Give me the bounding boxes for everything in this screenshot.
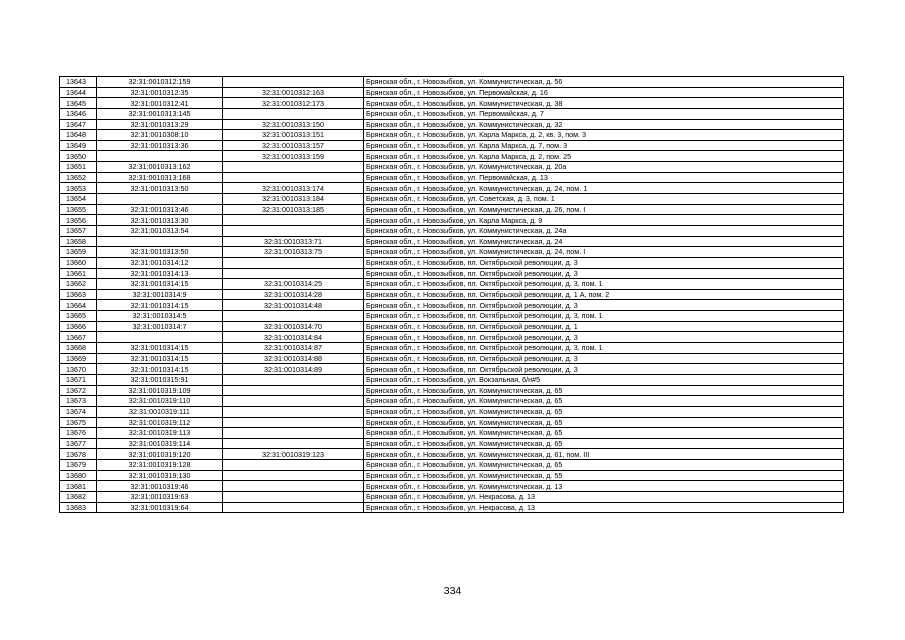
cadastral-number-cell: 32:31:0010314:15 (97, 343, 223, 354)
address-cell: Брянская обл., г. Новозыбков, пл. Октябрьской революции, д. 3 (364, 268, 844, 279)
address-cell: Брянская обл., г. Новозыбков, ул. Коммунистическая, д. 65 (364, 406, 844, 417)
cadastral-number-cell: 32:31:0010314:15 (97, 300, 223, 311)
row-number-cell: 13657 (60, 225, 97, 236)
row-number-cell: 13654 (60, 194, 97, 205)
table-row (60, 215, 844, 226)
address-cell: Брянская обл., г. Новозыбков, ул. Коммунистическая, д. 24, пом. 1 (364, 183, 844, 194)
address-cell: Брянская обл., г. Новозыбков, пл. Октябрьской революции, д. 3 (364, 300, 844, 311)
cadastral-number-cell: 32:31:0010313:145 (97, 108, 223, 119)
related-cadastral-number-cell: 32:31:0010314:70 (223, 321, 364, 332)
table-row (60, 140, 844, 151)
address-cell: Брянская обл., г. Новозыбков, ул. Коммунистическая, д. 13 (364, 481, 844, 492)
address-cell: Брянская обл., г. Новозыбков, пл. Октябрьской революции, д. 3 (364, 257, 844, 268)
related-cadastral-number-cell (223, 491, 364, 502)
table-row (60, 311, 844, 322)
table-row (60, 77, 844, 88)
row-number-cell: 13643 (60, 77, 97, 88)
related-cadastral-number-cell (223, 502, 364, 513)
row-number-cell: 13678 (60, 449, 97, 460)
row-number-cell: 13666 (60, 321, 97, 332)
related-cadastral-number-cell (223, 311, 364, 322)
address-cell: Брянская обл., г. Новозыбков, ул. Первомайская, д. 7 (364, 108, 844, 119)
row-number-cell: 13644 (60, 87, 97, 98)
related-cadastral-number-cell: 32:31:0010314:28 (223, 289, 364, 300)
row-number-cell: 13658 (60, 236, 97, 247)
table-row (60, 406, 844, 417)
related-cadastral-number-cell (223, 268, 364, 279)
related-cadastral-number-cell: 32:31:0010314:48 (223, 300, 364, 311)
table-row (60, 87, 844, 98)
row-number-cell: 13649 (60, 140, 97, 151)
cadastral-number-cell: 32:31:0010319:46 (97, 481, 223, 492)
cadastral-number-cell: 32:31:0010314:15 (97, 364, 223, 375)
row-number-cell: 13661 (60, 268, 97, 279)
row-number-cell: 13674 (60, 406, 97, 417)
table-row (60, 343, 844, 354)
row-number-cell: 13653 (60, 183, 97, 194)
cadastral-number-cell: 32:31:0010319:109 (97, 385, 223, 396)
related-cadastral-number-cell: 32:31:0010313:185 (223, 204, 364, 215)
address-cell: Брянская обл., г. Новозыбков, ул. Коммунистическая, д. 65 (364, 428, 844, 439)
cadastral-table (59, 76, 844, 513)
related-cadastral-number-cell: 32:31:0010319:123 (223, 449, 364, 460)
cadastral-number-cell: 32:31:0010313:29 (97, 119, 223, 130)
related-cadastral-number-cell: 32:31:0010313:159 (223, 151, 364, 162)
table-row (60, 268, 844, 279)
table-row (60, 481, 844, 492)
row-number-cell: 13682 (60, 491, 97, 502)
address-cell: Брянская обл., г. Новозыбков, ул. Коммунистическая, д. 20а (364, 162, 844, 173)
related-cadastral-number-cell: 32:31:0010312:173 (223, 98, 364, 109)
row-number-cell: 13652 (60, 172, 97, 183)
address-cell: Брянская обл., г. Новозыбков, ул. Коммунистическая, д. 55 (364, 470, 844, 481)
related-cadastral-number-cell (223, 385, 364, 396)
table-row (60, 130, 844, 141)
related-cadastral-number-cell: 32:31:0010313:75 (223, 247, 364, 258)
table-row (60, 374, 844, 385)
cadastral-number-cell: 32:31:0010313:168 (97, 172, 223, 183)
cadastral-number-cell: 32:31:0010319:63 (97, 491, 223, 502)
row-number-cell: 13651 (60, 162, 97, 173)
related-cadastral-number-cell (223, 481, 364, 492)
related-cadastral-number-cell (223, 470, 364, 481)
cadastral-number-cell: 32:31:0010314:12 (97, 257, 223, 268)
row-number-cell: 13670 (60, 364, 97, 375)
table-row (60, 438, 844, 449)
address-cell: Брянская обл., г. Новозыбков, пл. Октябрьской революции, д. 3, пом. 1 (364, 343, 844, 354)
row-number-cell: 13650 (60, 151, 97, 162)
table-row (60, 247, 844, 258)
cadastral-number-cell: 32:31:0010313:36 (97, 140, 223, 151)
table-row (60, 364, 844, 375)
related-cadastral-number-cell: 32:31:0010314:89 (223, 364, 364, 375)
address-cell: Брянская обл., г. Новозыбков, ул. Первомайская, д. 13 (364, 172, 844, 183)
address-cell: Брянская обл., г. Новозыбков, ул. Коммунистическая, д. 56 (364, 77, 844, 88)
row-number-cell: 13656 (60, 215, 97, 226)
related-cadastral-number-cell: 32:31:0010314:84 (223, 332, 364, 343)
cadastral-number-cell: 32:31:0010308:10 (97, 130, 223, 141)
related-cadastral-number-cell (223, 417, 364, 428)
cadastral-number-cell: 32:31:0010313:46 (97, 204, 223, 215)
address-cell: Брянская обл., г. Новозыбков, ул. Коммунистическая, д. 65 (364, 438, 844, 449)
cadastral-number-cell (97, 194, 223, 205)
cadastral-number-cell: 32:31:0010314:15 (97, 353, 223, 364)
cadastral-number-cell: 32:31:0010314:5 (97, 311, 223, 322)
row-number-cell: 13648 (60, 130, 97, 141)
related-cadastral-number-cell (223, 225, 364, 236)
table-row (60, 204, 844, 215)
address-cell: Брянская обл., г. Новозыбков, ул. Коммунистическая, д. 24а (364, 225, 844, 236)
row-number-cell: 13665 (60, 311, 97, 322)
related-cadastral-number-cell (223, 108, 364, 119)
table-row (60, 385, 844, 396)
address-cell: Брянская обл., г. Новозыбков, пл. Октябрьской революции, д. 1 (364, 321, 844, 332)
cadastral-number-cell: 32:31:0010312:41 (97, 98, 223, 109)
cadastral-number-cell: 32:31:0010319:114 (97, 438, 223, 449)
address-cell: Брянская обл., г. Новозыбков, пл. Октябрьской революции, д. 3 (364, 353, 844, 364)
table-row (60, 172, 844, 183)
table-row (60, 162, 844, 173)
cadastral-number-cell: 32:31:0010319:120 (97, 449, 223, 460)
table-row (60, 449, 844, 460)
related-cadastral-number-cell: 32:31:0010312:163 (223, 87, 364, 98)
cadastral-number-cell: 32:31:0010319:128 (97, 460, 223, 471)
row-number-cell: 13663 (60, 289, 97, 300)
row-number-cell: 13646 (60, 108, 97, 119)
address-cell: Брянская обл., г. Новозыбков, ул. Карла Маркса, д. 2, пом. 25 (364, 151, 844, 162)
row-number-cell: 13676 (60, 428, 97, 439)
related-cadastral-number-cell: 32:31:0010313:157 (223, 140, 364, 151)
table-row (60, 332, 844, 343)
row-number-cell: 13655 (60, 204, 97, 215)
table-row (60, 321, 844, 332)
table-row (60, 279, 844, 290)
table-row (60, 353, 844, 364)
row-number-cell: 13683 (60, 502, 97, 513)
address-cell: Брянская обл., г. Новозыбков, ул. Коммунистическая, д. 32 (364, 119, 844, 130)
related-cadastral-number-cell (223, 396, 364, 407)
address-cell: Брянская обл., г. Новозыбков, ул. Некрасова, д. 13 (364, 502, 844, 513)
page-number: 334 (443, 585, 462, 597)
cadastral-number-cell (97, 236, 223, 247)
address-cell: Брянская обл., г. Новозыбков, ул. Коммунистическая, д. 24, пом. I (364, 247, 844, 258)
cadastral-number-cell: 32:31:0010315:91 (97, 374, 223, 385)
related-cadastral-number-cell: 32:31:0010313:174 (223, 183, 364, 194)
row-number-cell: 13668 (60, 343, 97, 354)
row-number-cell: 13647 (60, 119, 97, 130)
table-row (60, 289, 844, 300)
table-row (60, 98, 844, 109)
address-cell: Брянская обл., г. Новозыбков, ул. Коммунистическая, д. 65 (364, 460, 844, 471)
related-cadastral-number-cell: 32:31:0010313:71 (223, 236, 364, 247)
related-cadastral-number-cell (223, 257, 364, 268)
related-cadastral-number-cell (223, 172, 364, 183)
row-number-cell: 13679 (60, 460, 97, 471)
row-number-cell: 13681 (60, 481, 97, 492)
table-row (60, 470, 844, 481)
row-number-cell: 13672 (60, 385, 97, 396)
cadastral-number-cell: 32:31:0010313:50 (97, 247, 223, 258)
row-number-cell: 13673 (60, 396, 97, 407)
related-cadastral-number-cell (223, 406, 364, 417)
address-cell: Брянская обл., г. Новозыбков, ул. Карла Маркса, д. 2, кв. 3, пом. 3 (364, 130, 844, 141)
row-number-cell: 13664 (60, 300, 97, 311)
table-row (60, 460, 844, 471)
table-row (60, 396, 844, 407)
cadastral-number-cell: 32:31:0010319:130 (97, 470, 223, 481)
address-cell: Брянская обл., г. Новозыбков, ул. Карла Маркса, д. 9 (364, 215, 844, 226)
row-number-cell: 13675 (60, 417, 97, 428)
row-number-cell: 13667 (60, 332, 97, 343)
row-number-cell: 13669 (60, 353, 97, 364)
table-row (60, 108, 844, 119)
address-cell: Брянская обл., г. Новозыбков, ул. Коммунистическая, д. 26, пом. I (364, 204, 844, 215)
row-number-cell: 13645 (60, 98, 97, 109)
table-row (60, 428, 844, 439)
table-row (60, 502, 844, 513)
related-cadastral-number-cell: 32:31:0010314:87 (223, 343, 364, 354)
address-cell: Брянская обл., г. Новозыбков, ул. Коммунистическая, д. 24 (364, 236, 844, 247)
row-number-cell: 13660 (60, 257, 97, 268)
related-cadastral-number-cell (223, 460, 364, 471)
cadastral-number-cell (97, 332, 223, 343)
table-row (60, 300, 844, 311)
cadastral-number-cell: 32:31:0010314:9 (97, 289, 223, 300)
table-row (60, 151, 844, 162)
cadastral-number-cell: 32:31:0010313:30 (97, 215, 223, 226)
cadastral-number-cell: 32:31:0010313:54 (97, 225, 223, 236)
table-row (60, 225, 844, 236)
related-cadastral-number-cell (223, 77, 364, 88)
address-cell: Брянская обл., г. Новозыбков, ул. Коммунистическая, д. 65 (364, 385, 844, 396)
row-number-cell: 13662 (60, 279, 97, 290)
related-cadastral-number-cell (223, 162, 364, 173)
table-row (60, 257, 844, 268)
cadastral-number-cell: 32:31:0010314:7 (97, 321, 223, 332)
table-row (60, 183, 844, 194)
address-cell: Брянская обл., г. Новозыбков, ул. Коммунистическая, д. 65 (364, 417, 844, 428)
row-number-cell: 13659 (60, 247, 97, 258)
cadastral-number-cell (97, 151, 223, 162)
cadastral-table-body (60, 77, 844, 513)
address-cell: Брянская обл., г. Новозыбков, ул. Коммунистическая, д. 65 (364, 396, 844, 407)
address-cell: Брянская обл., г. Новозыбков, пл. Октябрьской революции, д. 3, пом. 1 (364, 279, 844, 290)
related-cadastral-number-cell (223, 215, 364, 226)
row-number-cell: 13677 (60, 438, 97, 449)
address-cell: Брянская обл., г. Новозыбков, ул. Коммунистическая, д. 61, пом. III (364, 449, 844, 460)
address-cell: Брянская обл., г. Новозыбков, пл. Октябрьской революции, д. 3 (364, 332, 844, 343)
row-number-cell: 13680 (60, 470, 97, 481)
table-row (60, 417, 844, 428)
address-cell: Брянская обл., г. Новозыбков, пл. Октябрьской революции, д. 3 (364, 364, 844, 375)
address-cell: Брянская обл., г. Новозыбков, пл. Октябрьской революции, д. 3, пом. 1 (364, 311, 844, 322)
cadastral-number-cell: 32:31:0010314:13 (97, 268, 223, 279)
related-cadastral-number-cell (223, 374, 364, 385)
cadastral-number-cell: 32:31:0010314:15 (97, 279, 223, 290)
cadastral-number-cell: 32:31:0010312:159 (97, 77, 223, 88)
cadastral-number-cell: 32:31:0010312:35 (97, 87, 223, 98)
cadastral-number-cell: 32:31:0010313:50 (97, 183, 223, 194)
table-row (60, 119, 844, 130)
address-cell: Брянская обл., г. Новозыбков, ул. Карла Маркса, д. 7, пом. 3 (364, 140, 844, 151)
cadastral-number-cell: 32:31:0010319:110 (97, 396, 223, 407)
table-row (60, 236, 844, 247)
related-cadastral-number-cell (223, 428, 364, 439)
related-cadastral-number-cell: 32:31:0010314:88 (223, 353, 364, 364)
related-cadastral-number-cell (223, 438, 364, 449)
cadastral-number-cell: 32:31:0010319:112 (97, 417, 223, 428)
related-cadastral-number-cell: 32:31:0010314:25 (223, 279, 364, 290)
related-cadastral-number-cell: 32:31:0010313:184 (223, 194, 364, 205)
table-row (60, 194, 844, 205)
row-number-cell: 13671 (60, 374, 97, 385)
related-cadastral-number-cell: 32:31:0010313:150 (223, 119, 364, 130)
address-cell: Брянская обл., г. Новозыбков, ул. Вокзальная, 6/н#5 (364, 374, 844, 385)
address-cell: Брянская обл., г. Новозыбков, ул. Некрасова, д. 13 (364, 491, 844, 502)
address-cell: Брянская обл., г. Новозыбков, пл. Октябрьской революции, д. 1 А, пом. 2 (364, 289, 844, 300)
address-cell: Брянская обл., г. Новозыбков, ул. Советская, д. 3, пом. 1 (364, 194, 844, 205)
address-cell: Брянская обл., г. Новозыбков, ул. Коммунистическая, д. 38 (364, 98, 844, 109)
cadastral-number-cell: 32:31:0010319:64 (97, 502, 223, 513)
cadastral-number-cell: 32:31:0010319:111 (97, 406, 223, 417)
address-cell: Брянская обл., г. Новозыбков, ул. Первомайская, д. 16 (364, 87, 844, 98)
cadastral-number-cell: 32:31:0010319:113 (97, 428, 223, 439)
cadastral-number-cell: 32:31:0010313:162 (97, 162, 223, 173)
related-cadastral-number-cell: 32:31:0010313:151 (223, 130, 364, 141)
table-row (60, 491, 844, 502)
